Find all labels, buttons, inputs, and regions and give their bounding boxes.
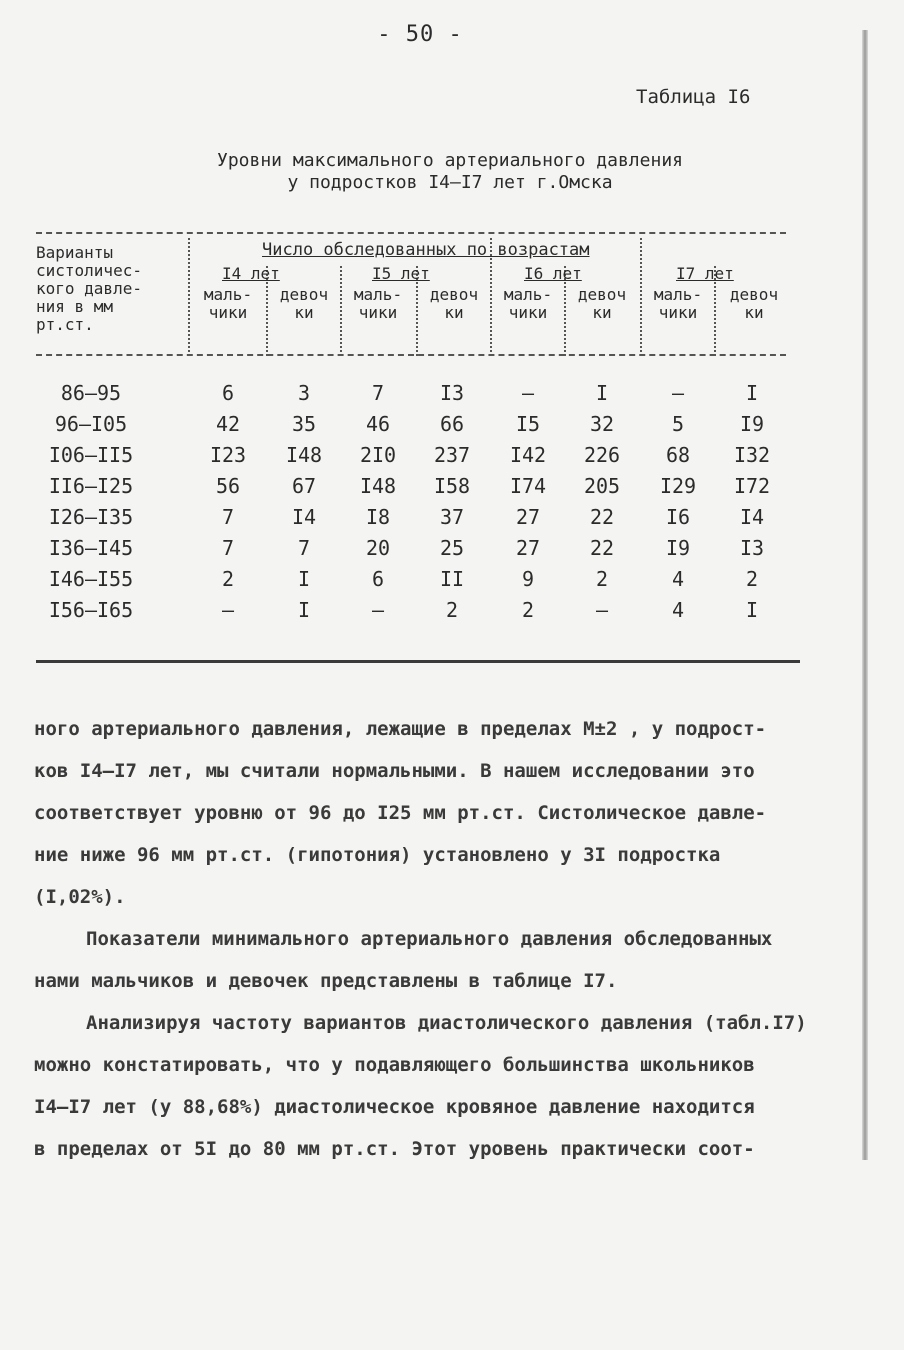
- table-title-line-2: у подростков I4–I7 лет г.Омска: [287, 172, 613, 193]
- boys-header-line: чики: [358, 303, 398, 322]
- pressure-range: I06–II5: [48, 443, 134, 467]
- text-line: в пределах от 5I до 80 мм рт.ст. Этот уровень практически соот-: [34, 1138, 755, 1160]
- table-cell: I4: [739, 505, 765, 529]
- table-cell: I: [595, 381, 609, 405]
- text-line: Анализируя частоту вариантов диастолического давления (табл.I7): [86, 1012, 807, 1034]
- boys-header-16: [492, 286, 564, 322]
- table-cell: 22: [589, 505, 615, 529]
- table-cell: –: [671, 381, 685, 405]
- table-cell: 35: [291, 412, 317, 436]
- table-row: [0, 536, 840, 567]
- boys-header-14: [192, 286, 264, 322]
- table-cell: I48: [285, 443, 323, 467]
- row-header-line: систоличес-: [36, 261, 142, 280]
- boys-header-line: чики: [508, 303, 548, 322]
- table-cell: I6: [665, 505, 691, 529]
- table-cell: 27: [515, 505, 541, 529]
- table-cell: I23: [209, 443, 247, 467]
- table-cell: 2: [745, 567, 759, 591]
- girls-header-16: [566, 286, 638, 322]
- table-cell: 4: [671, 567, 685, 591]
- text-line: Показатели минимального артериального давления обследованных: [86, 928, 773, 950]
- table-cell: I: [745, 381, 759, 405]
- pressure-range: I36–I45: [48, 536, 134, 560]
- header-bottom-rule: [36, 354, 786, 356]
- table-cell: 22: [589, 536, 615, 560]
- text-line: можно констатировать, что у подавляющего большинства школьников: [34, 1054, 755, 1076]
- age-header-14: I4 лет: [222, 264, 280, 283]
- table-cell: 2: [221, 567, 235, 591]
- text-line: нами мальчиков и девочек представлены в таблице I7.: [34, 970, 618, 992]
- table-cell: 7: [221, 505, 235, 529]
- table-cell: I29: [659, 474, 697, 498]
- table-cell: I32: [733, 443, 771, 467]
- table-cell: 42: [215, 412, 241, 436]
- table-cell: I48: [359, 474, 397, 498]
- table-row: [0, 567, 840, 598]
- table-cell: 37: [439, 505, 465, 529]
- table-cell: I58: [433, 474, 471, 498]
- table-bottom-rule: [36, 660, 800, 663]
- table-cell: 7: [297, 536, 311, 560]
- boys-header-line: маль-: [503, 285, 553, 304]
- table-cell: 32: [589, 412, 615, 436]
- table-top-rule: [36, 232, 786, 234]
- girls-header-line: девоч: [429, 285, 479, 304]
- row-header-line: ния в мм: [36, 297, 114, 316]
- table-cell: I3: [439, 381, 465, 405]
- table-cell: 2: [445, 598, 459, 622]
- girls-header-line: девоч: [729, 285, 779, 304]
- table-cell: II: [439, 567, 465, 591]
- table-row: [0, 381, 840, 412]
- table-cell: I9: [739, 412, 765, 436]
- girls-header-17: [716, 286, 792, 322]
- boys-header-15: [342, 286, 414, 322]
- girls-header-line: ки: [744, 303, 764, 322]
- table-row: [0, 443, 840, 474]
- table-row: [0, 505, 840, 536]
- table-cell: 7: [371, 381, 385, 405]
- pressure-range: I46–I55: [48, 567, 134, 591]
- table-cell: 205: [583, 474, 621, 498]
- age-header-15: I5 лет: [372, 264, 430, 283]
- table-cell: I42: [509, 443, 547, 467]
- girls-header-line: ки: [444, 303, 464, 322]
- text-line: ного артериального давления, лежащие в пределах М±2 , у подрост-: [34, 718, 767, 740]
- boys-header-line: маль-: [653, 285, 703, 304]
- table-cell: 20: [365, 536, 391, 560]
- girls-header-15: [418, 286, 490, 322]
- page-number: - 50 -: [377, 22, 463, 47]
- table-cell: I5: [515, 412, 541, 436]
- boys-header-line: чики: [658, 303, 698, 322]
- table-cell: –: [221, 598, 235, 622]
- row-header-line: рт.ст.: [36, 315, 94, 334]
- table-cell: 4: [671, 598, 685, 622]
- row-header-label: [36, 244, 142, 334]
- table-cell: I: [297, 567, 311, 591]
- table-cell: 5: [671, 412, 685, 436]
- paragraph-1: [34, 708, 849, 918]
- age-header-16: I6 лет: [524, 264, 582, 283]
- pressure-range: 86–95: [60, 381, 122, 405]
- table-cell: I74: [509, 474, 547, 498]
- table-cell: I: [297, 598, 311, 622]
- table-row: [0, 412, 840, 443]
- page-edge-shadow: [862, 30, 868, 1160]
- table-title-line-1: Уровни максимального артериального давления: [217, 150, 683, 171]
- table-cell: 3: [297, 381, 311, 405]
- pressure-range: I26–I35: [48, 505, 134, 529]
- table-cell: 6: [221, 381, 235, 405]
- column-separator: [188, 238, 190, 356]
- table-cell: 68: [665, 443, 691, 467]
- table-cell: 67: [291, 474, 317, 498]
- table-cell: 27: [515, 536, 541, 560]
- table-cell: –: [371, 598, 385, 622]
- text-line: ков I4–I7 лет, мы считали нормальными. В нашем исследовании это: [34, 760, 755, 782]
- table-cell: I8: [365, 505, 391, 529]
- paragraph-3: [34, 1002, 849, 1170]
- table-row: [0, 598, 840, 629]
- pressure-range: II6–I25: [48, 474, 134, 498]
- table-cell: 56: [215, 474, 241, 498]
- table-cell: 237: [433, 443, 471, 467]
- table-cell: –: [521, 381, 535, 405]
- table-cell: I: [745, 598, 759, 622]
- girls-header-line: девоч: [279, 285, 329, 304]
- table-cell: 7: [221, 536, 235, 560]
- girls-header-line: девоч: [577, 285, 627, 304]
- boys-header-line: маль-: [353, 285, 403, 304]
- table-cell: 46: [365, 412, 391, 436]
- table-cell: I4: [291, 505, 317, 529]
- table-cell: I9: [665, 536, 691, 560]
- boys-header-line: чики: [208, 303, 248, 322]
- table-cell: 2I0: [359, 443, 397, 467]
- table-title: [120, 150, 780, 194]
- table-cell: 226: [583, 443, 621, 467]
- text-line: I4–I7 лет (у 88,68%) диастолическое кровяное давление находится: [34, 1096, 755, 1118]
- table-cell: I72: [733, 474, 771, 498]
- age-span-title: Число обследованных по возрастам: [262, 240, 590, 260]
- row-header-line: кого давле-: [36, 279, 142, 298]
- paragraph-2: [34, 918, 849, 1002]
- table-label: Таблица I6: [636, 86, 751, 108]
- text-line: ние ниже 96 мм рт.ст. (гипотония) установлено у 3I подростка: [34, 844, 721, 866]
- pressure-range: I56–I65: [48, 598, 134, 622]
- age-header-17: I7 лет: [676, 264, 734, 283]
- table-cell: I3: [739, 536, 765, 560]
- boys-header-line: маль-: [203, 285, 253, 304]
- table-cell: 2: [595, 567, 609, 591]
- girls-header-14: [268, 286, 340, 322]
- pressure-range: 96–I05: [54, 412, 128, 436]
- table-row: [0, 474, 840, 505]
- table-cell: 9: [521, 567, 535, 591]
- table-cell: 6: [371, 567, 385, 591]
- text-line: соответствует уровню от 96 до I25 мм рт.ст. Систолическое давле-: [34, 802, 767, 824]
- table-cell: –: [595, 598, 609, 622]
- table-cell: 2: [521, 598, 535, 622]
- text-line: (I,02%).: [34, 886, 126, 908]
- table-cell: 25: [439, 536, 465, 560]
- row-header-line: Варианты: [36, 243, 114, 262]
- girls-header-line: ки: [592, 303, 612, 322]
- girls-header-line: ки: [294, 303, 314, 322]
- boys-header-17: [642, 286, 714, 322]
- table-cell: 66: [439, 412, 465, 436]
